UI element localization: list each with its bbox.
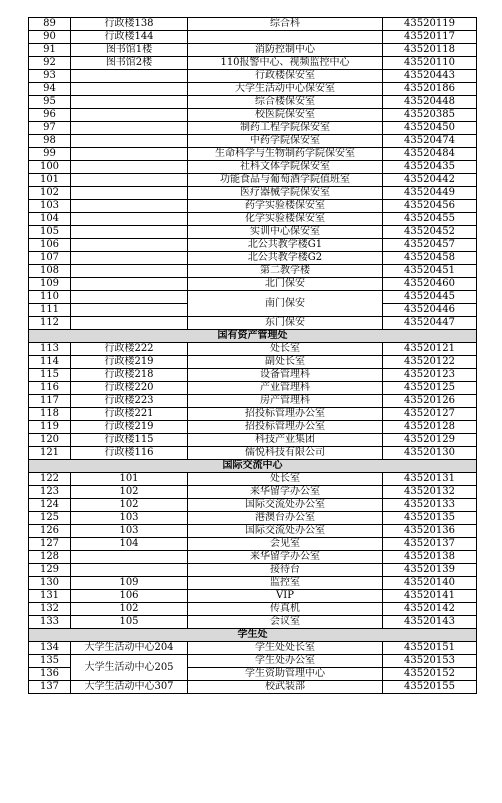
phone-number-cell: 43520449 [383, 187, 477, 200]
phone-number-cell: 43520122 [383, 356, 477, 369]
location-cell [71, 551, 188, 564]
office-name-cell: 第二教学楼 [188, 265, 383, 278]
phone-number-cell: 43520451 [383, 265, 477, 278]
location-cell [71, 122, 188, 135]
row-number-cell: 104 [29, 213, 71, 226]
table-row [29, 577, 477, 590]
location-cell: 109 [71, 577, 188, 590]
office-name-cell: 来华留学办公室 [188, 486, 383, 499]
table-row [29, 642, 477, 655]
table-row [29, 148, 477, 161]
row-number-cell: 97 [29, 122, 71, 135]
table-row [29, 96, 477, 109]
row-number-cell: 103 [29, 200, 71, 213]
location-cell [71, 109, 188, 122]
table-row [29, 681, 477, 694]
office-name-cell: 消防控制中心 [188, 44, 383, 57]
row-number-cell: 112 [29, 317, 71, 330]
row-number-cell: 124 [29, 499, 71, 512]
office-name-cell: 行政楼保安室 [188, 70, 383, 83]
phone-number-cell: 43520129 [383, 434, 477, 447]
table-row [29, 213, 477, 226]
location-cell [71, 70, 188, 83]
phone-number-cell: 43520446 [383, 304, 477, 317]
row-number-cell: 128 [29, 551, 71, 564]
section-header-row [29, 629, 477, 642]
phone-number-cell: 43520128 [383, 421, 477, 434]
row-number-cell: 120 [29, 434, 71, 447]
phone-number-cell: 43520125 [383, 382, 477, 395]
office-name-cell: 功能食品与葡萄酒学院值班室 [188, 174, 383, 187]
location-cell: 行政楼220 [71, 382, 188, 395]
table-row [29, 226, 477, 239]
location-cell [71, 278, 188, 291]
row-number-cell: 95 [29, 96, 71, 109]
phone-number-cell: 43520152 [383, 668, 477, 681]
phone-number-cell: 43520458 [383, 252, 477, 265]
phone-number-cell: 43520450 [383, 122, 477, 135]
location-cell [71, 161, 188, 174]
row-number-cell: 117 [29, 395, 71, 408]
row-number-cell: 127 [29, 538, 71, 551]
office-name-cell: 北门保安 [188, 278, 383, 291]
row-number-cell: 122 [29, 473, 71, 486]
table-row [29, 252, 477, 265]
row-number-cell: 121 [29, 447, 71, 460]
phone-number-cell: 43520132 [383, 486, 477, 499]
table-row [29, 122, 477, 135]
location-cell [71, 187, 188, 200]
row-number-cell: 119 [29, 421, 71, 434]
table-row [29, 161, 477, 174]
table-row [29, 265, 477, 278]
phone-number-cell: 43520139 [383, 564, 477, 577]
office-name-cell: 接待台 [188, 564, 383, 577]
phone-number-cell: 43520143 [383, 616, 477, 629]
phone-number-cell: 43520130 [383, 447, 477, 460]
row-number-cell: 93 [29, 70, 71, 83]
phone-number-cell: 43520110 [383, 57, 477, 70]
table-row [29, 382, 477, 395]
office-name-cell: 学生处处长室 [188, 642, 383, 655]
row-number-cell: 123 [29, 486, 71, 499]
phone-directory-body [29, 18, 477, 694]
location-cell: 行政楼219 [71, 421, 188, 434]
row-number-cell: 107 [29, 252, 71, 265]
row-number-cell: 136 [29, 668, 71, 681]
office-name-cell: 处长室 [188, 343, 383, 356]
table-row [29, 603, 477, 616]
location-cell: 行政楼221 [71, 408, 188, 421]
table-row [29, 31, 477, 44]
location-cell: 行政楼219 [71, 356, 188, 369]
table-row [29, 434, 477, 447]
row-number-cell: 92 [29, 57, 71, 70]
row-number-cell: 113 [29, 343, 71, 356]
phone-number-cell: 43520460 [383, 278, 477, 291]
office-name-cell: 医疗器械学院保安室 [188, 187, 383, 200]
phone-number-cell: 43520136 [383, 525, 477, 538]
row-number-cell: 99 [29, 148, 71, 161]
location-cell: 103 [71, 525, 188, 538]
office-name-cell: 北公共教学楼G2 [188, 252, 383, 265]
office-name-cell: 国际交流处办公室 [188, 499, 383, 512]
office-name-cell: 北公共教学楼G1 [188, 239, 383, 252]
office-name-cell: 港澳台办公室 [188, 512, 383, 525]
location-cell: 行政楼116 [71, 447, 188, 460]
location-cell: 102 [71, 486, 188, 499]
phone-number-cell: 43520142 [383, 603, 477, 616]
office-name-cell: 招投标管理办公室 [188, 421, 383, 434]
table-row [29, 291, 477, 304]
table-row [29, 356, 477, 369]
phone-number-cell: 43520126 [383, 395, 477, 408]
table-row [29, 18, 477, 31]
phone-number-cell: 43520155 [383, 681, 477, 694]
table-row [29, 395, 477, 408]
location-cell: 105 [71, 616, 188, 629]
location-cell: 行政楼223 [71, 395, 188, 408]
table-row [29, 655, 477, 668]
location-cell: 104 [71, 538, 188, 551]
row-number-cell: 134 [29, 642, 71, 655]
location-cell: 101 [71, 473, 188, 486]
table-row [29, 447, 477, 460]
phone-directory-table [28, 17, 477, 694]
table-row [29, 109, 477, 122]
location-cell: 102 [71, 603, 188, 616]
office-name-cell: 设备管理科 [188, 369, 383, 382]
section-title: 学生处 [29, 629, 477, 642]
section-header-row [29, 460, 477, 473]
table-row [29, 616, 477, 629]
row-number-cell: 137 [29, 681, 71, 694]
office-name-cell: 生命科学与生物制药学院保安室 [188, 148, 383, 161]
office-name-cell: 大学生活动中心保安室 [188, 83, 383, 96]
location-cell: 行政楼222 [71, 343, 188, 356]
row-number-cell: 100 [29, 161, 71, 174]
table-row [29, 538, 477, 551]
office-name-cell: 制药工程学院保安室 [188, 122, 383, 135]
phone-number-cell: 43520186 [383, 83, 477, 96]
location-cell: 行政楼115 [71, 434, 188, 447]
office-name-cell: 学生资助管理中心 [188, 668, 383, 681]
row-number-cell: 110 [29, 291, 71, 304]
office-name-cell: 招投标管理办公室 [188, 408, 383, 421]
table-row [29, 564, 477, 577]
phone-number-cell: 43520457 [383, 239, 477, 252]
phone-number-cell: 43520442 [383, 174, 477, 187]
row-number-cell: 108 [29, 265, 71, 278]
office-name-cell: 房产管理科 [188, 395, 383, 408]
office-name-cell: 校武装部 [188, 681, 383, 694]
office-name-cell: 国际交流处办公室 [188, 525, 383, 538]
table-row [29, 135, 477, 148]
location-cell [71, 317, 188, 330]
office-name-cell: 中药学院保安室 [188, 135, 383, 148]
table-row [29, 473, 477, 486]
office-name-cell: 儒悦科技有限公司 [188, 447, 383, 460]
row-number-cell: 133 [29, 616, 71, 629]
row-number-cell: 132 [29, 603, 71, 616]
location-cell: 103 [71, 512, 188, 525]
row-number-cell: 105 [29, 226, 71, 239]
office-name-cell [188, 31, 383, 44]
phone-number-cell: 43520118 [383, 44, 477, 57]
location-cell [71, 174, 188, 187]
location-cell [71, 135, 188, 148]
office-name-cell: 实训中心保安室 [188, 226, 383, 239]
row-number-cell: 135 [29, 655, 71, 668]
row-number-cell: 111 [29, 304, 71, 317]
office-name-cell: 化学实验楼保安室 [188, 213, 383, 226]
office-name-cell: 处长室 [188, 473, 383, 486]
table-row [29, 421, 477, 434]
table-row [29, 200, 477, 213]
row-number-cell: 125 [29, 512, 71, 525]
row-number-cell: 102 [29, 187, 71, 200]
office-name-cell: 南门保安 [188, 291, 383, 317]
phone-number-cell: 43520447 [383, 317, 477, 330]
location-cell: 图书馆1楼 [71, 44, 188, 57]
office-name-cell: 来华留学办公室 [188, 551, 383, 564]
row-number-cell: 115 [29, 369, 71, 382]
location-cell: 大学生活动中心205 [71, 655, 188, 681]
phone-number-cell: 43520138 [383, 551, 477, 564]
row-number-cell: 96 [29, 109, 71, 122]
phone-number-cell: 43520452 [383, 226, 477, 239]
location-cell [71, 200, 188, 213]
office-name-cell: 药学实验楼保安室 [188, 200, 383, 213]
phone-number-cell: 43520455 [383, 213, 477, 226]
phone-number-cell: 43520123 [383, 369, 477, 382]
row-number-cell: 131 [29, 590, 71, 603]
location-cell [71, 239, 188, 252]
location-cell [71, 304, 188, 317]
section-header-row [29, 330, 477, 343]
phone-number-cell: 43520133 [383, 499, 477, 512]
row-number-cell: 98 [29, 135, 71, 148]
table-row [29, 369, 477, 382]
table-row [29, 57, 477, 70]
office-name-cell: 110报警中心、视频监控中心 [188, 57, 383, 70]
phone-number-cell: 43520121 [383, 343, 477, 356]
location-cell [71, 83, 188, 96]
phone-number-cell: 43520474 [383, 135, 477, 148]
office-name-cell: 综合楼保安室 [188, 96, 383, 109]
phone-number-cell: 43520137 [383, 538, 477, 551]
table-row [29, 70, 477, 83]
office-name-cell: 传真机 [188, 603, 383, 616]
location-cell [71, 291, 188, 304]
office-name-cell: 社科文体学院保安室 [188, 161, 383, 174]
office-name-cell: 监控室 [188, 577, 383, 590]
location-cell: 行政楼144 [71, 31, 188, 44]
table-row [29, 486, 477, 499]
location-cell [71, 252, 188, 265]
row-number-cell: 116 [29, 382, 71, 395]
phone-number-cell: 43520141 [383, 590, 477, 603]
office-name-cell: 学生处办公室 [188, 655, 383, 668]
location-cell: 图书馆2楼 [71, 57, 188, 70]
office-name-cell: 东门保安 [188, 317, 383, 330]
row-number-cell: 91 [29, 44, 71, 57]
location-cell [71, 265, 188, 278]
phone-number-cell: 43520448 [383, 96, 477, 109]
office-name-cell: 会议室 [188, 616, 383, 629]
table-row [29, 551, 477, 564]
office-name-cell: 科技产业集团 [188, 434, 383, 447]
table-row [29, 512, 477, 525]
phone-number-cell: 43520456 [383, 200, 477, 213]
location-cell [71, 226, 188, 239]
section-title: 国际交流中心 [29, 460, 477, 473]
location-cell: 行政楼138 [71, 18, 188, 31]
phone-number-cell: 43520385 [383, 109, 477, 122]
phone-number-cell: 43520127 [383, 408, 477, 421]
phone-number-cell: 43520119 [383, 18, 477, 31]
location-cell [71, 148, 188, 161]
row-number-cell: 90 [29, 31, 71, 44]
row-number-cell: 89 [29, 18, 71, 31]
table-row [29, 408, 477, 421]
phone-number-cell: 43520131 [383, 473, 477, 486]
location-cell: 大学生活动中心307 [71, 681, 188, 694]
phone-number-cell: 43520484 [383, 148, 477, 161]
phone-number-cell: 43520151 [383, 642, 477, 655]
location-cell [71, 96, 188, 109]
office-name-cell: 产业管理科 [188, 382, 383, 395]
phone-number-cell: 43520443 [383, 70, 477, 83]
table-row [29, 44, 477, 57]
table-row [29, 187, 477, 200]
row-number-cell: 114 [29, 356, 71, 369]
office-name-cell: 校医院保安室 [188, 109, 383, 122]
table-row [29, 278, 477, 291]
table-row [29, 590, 477, 603]
location-cell [71, 564, 188, 577]
phone-number-cell: 43520135 [383, 512, 477, 525]
row-number-cell: 94 [29, 83, 71, 96]
row-number-cell: 130 [29, 577, 71, 590]
location-cell [71, 213, 188, 226]
phone-number-cell: 43520435 [383, 161, 477, 174]
phone-number-cell: 43520140 [383, 577, 477, 590]
location-cell: 106 [71, 590, 188, 603]
phone-number-cell: 43520153 [383, 655, 477, 668]
table-row [29, 317, 477, 330]
row-number-cell: 126 [29, 525, 71, 538]
table-row [29, 83, 477, 96]
location-cell: 102 [71, 499, 188, 512]
row-number-cell: 109 [29, 278, 71, 291]
phone-number-cell: 43520117 [383, 31, 477, 44]
table-row [29, 174, 477, 187]
office-name-cell: 副处长室 [188, 356, 383, 369]
row-number-cell: 101 [29, 174, 71, 187]
table-row [29, 525, 477, 538]
row-number-cell: 106 [29, 239, 71, 252]
office-name-cell: VIP [188, 590, 383, 603]
office-name-cell: 综合科 [188, 18, 383, 31]
phone-directory-sheet [28, 17, 476, 694]
phone-number-cell: 43520445 [383, 291, 477, 304]
table-row [29, 499, 477, 512]
location-cell: 大学生活动中心204 [71, 642, 188, 655]
table-row [29, 343, 477, 356]
location-cell: 行政楼218 [71, 369, 188, 382]
row-number-cell: 118 [29, 408, 71, 421]
section-title: 国有资产管理处 [29, 330, 477, 343]
office-name-cell: 会见室 [188, 538, 383, 551]
row-number-cell: 129 [29, 564, 71, 577]
table-row [29, 239, 477, 252]
